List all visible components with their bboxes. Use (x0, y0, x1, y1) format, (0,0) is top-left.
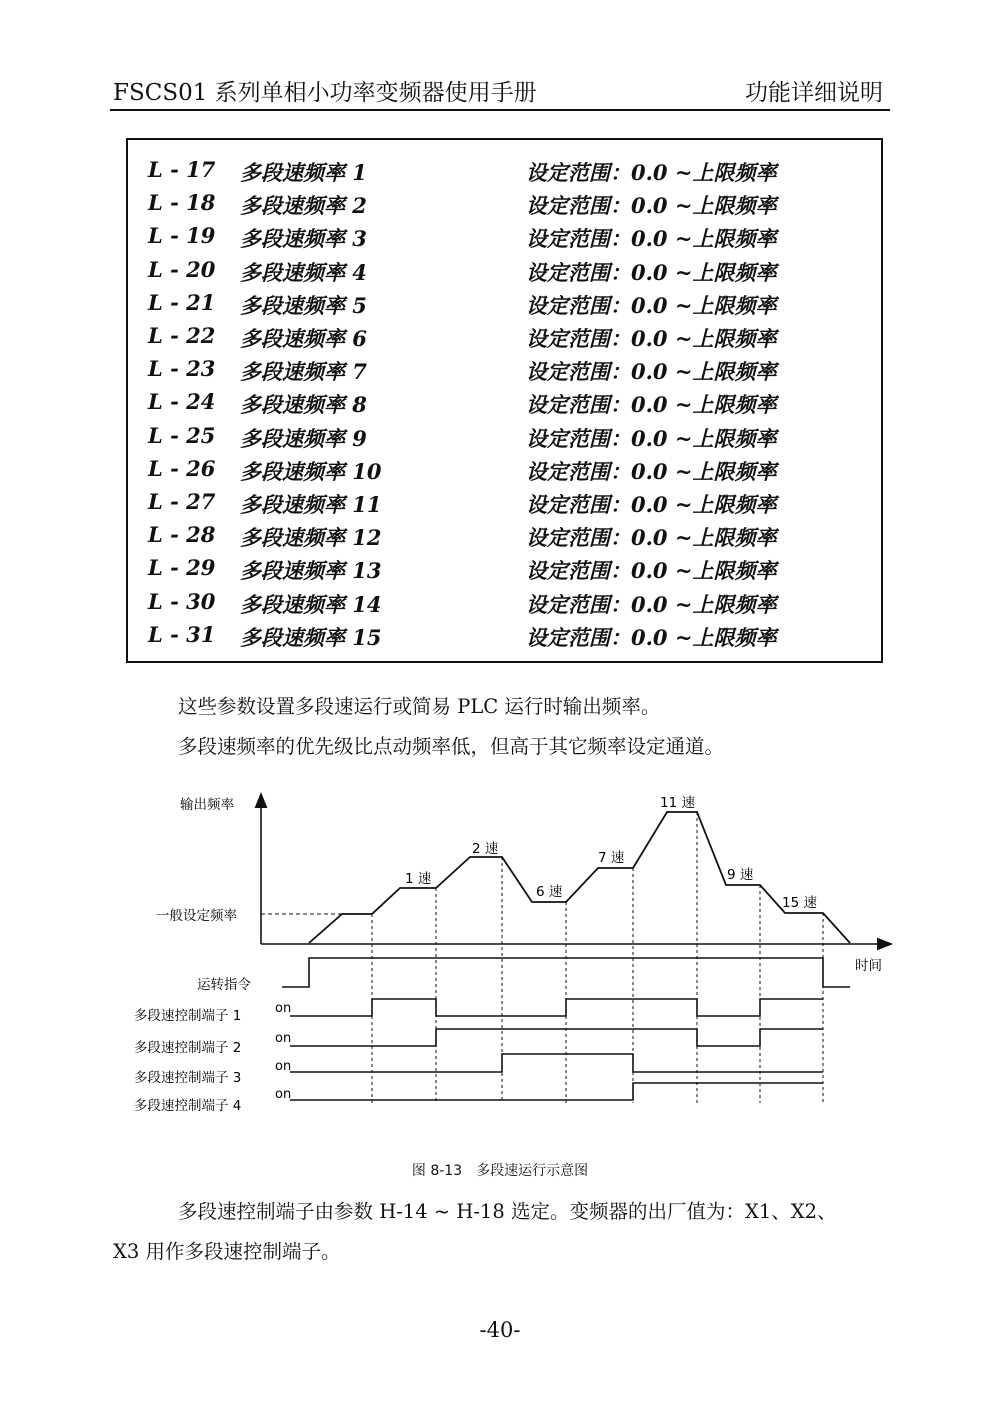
paragraph-2: 多段速频率的优先级比点动频率低，但高于其它频率设定通道。 (178, 735, 725, 758)
speed-label-1: 1 速 (405, 871, 432, 887)
param-name: 多段速频率 7 (240, 359, 367, 385)
speed-label-7: 7 速 (598, 850, 625, 866)
param-row (128, 257, 881, 290)
param-range: 设定范围：0.0 ~上限频率 (526, 193, 777, 219)
terminal-4-signal (290, 1083, 823, 1100)
terminal-3-on: on (275, 1059, 292, 1074)
param-code: L - 17 (148, 157, 216, 182)
param-name: 多段速频率 6 (240, 326, 367, 351)
param-range: 设定范围：0.0 ~上限频率 (526, 492, 777, 517)
param-code: L - 27 (148, 489, 216, 514)
frequency-profile (309, 812, 850, 943)
param-range: 设定范围：0.0 ~上限频率 (526, 458, 777, 484)
param-range: 设定范围：0.0 ~上限频率 (526, 392, 777, 418)
header-section-title: 功能详细说明 (745, 80, 883, 106)
paragraph-3: 多段速控制端子由参数 H-14 ~ H-18 选定。变频器的出厂值为：X1、X2、 (178, 1200, 837, 1223)
param-name: 多段速频率 4 (240, 259, 367, 285)
terminal-2-label: 多段速控制端子 2 (134, 1040, 242, 1056)
param-code: L - 26 (148, 455, 216, 481)
speed-label-9: 9 速 (727, 867, 754, 883)
param-name: 多段速频率 1 (240, 160, 367, 185)
param-range: 设定范围：0.0 ~上限频率 (526, 259, 777, 285)
general-freq-label: 一般设定频率 (156, 908, 237, 924)
terminal-4-on: on (275, 1087, 292, 1102)
param-row (128, 389, 881, 422)
param-row (128, 190, 881, 223)
param-row (128, 323, 881, 356)
paragraph-1: 这些参数设置多段速运行或简易 PLC 运行时输出频率。 (178, 695, 661, 718)
terminal-2-signal (290, 1029, 823, 1046)
param-row (128, 622, 881, 655)
param-row (128, 555, 881, 588)
param-name: 多段速频率 9 (240, 425, 367, 451)
page-number: -40- (479, 1318, 521, 1342)
param-name: 多段速频率 12 (240, 525, 382, 551)
header-manual-title: FSCS01 系列单相小功率变频器使用手册 (113, 80, 537, 106)
multi-speed-diagram (120, 780, 900, 1120)
terminal-1-label: 多段速控制端子 1 (134, 1008, 242, 1024)
param-range: 设定范围：0.0 ~上限频率 (526, 624, 777, 650)
param-range: 设定范围：0.0 ~上限频率 (526, 591, 777, 617)
param-range: 设定范围：0.0 ~上限频率 (526, 558, 777, 584)
param-code: L - 25 (148, 422, 216, 448)
param-code: L - 30 (148, 588, 216, 614)
param-row (128, 290, 881, 323)
param-name: 多段速频率 15 (240, 624, 382, 650)
param-code: L - 20 (148, 256, 216, 282)
terminal-4-label: 多段速控制端子 4 (134, 1098, 242, 1114)
param-name: 多段速频率 8 (240, 392, 367, 418)
param-code: L - 18 (148, 190, 216, 216)
param-code: L - 28 (148, 522, 216, 548)
header-rule (110, 109, 890, 111)
run-cmd-label: 运转指令 (197, 977, 251, 993)
param-code: L - 24 (148, 389, 216, 415)
terminal-3-label: 多段速控制端子 3 (134, 1070, 242, 1086)
param-range: 设定范围：0.0 ~上限频率 (526, 160, 777, 185)
figure-caption: 图 8-13 多段速运行示意图 (411, 1163, 589, 1179)
param-range: 设定范围：0.0 ~上限频率 (526, 226, 777, 252)
speed-label-6: 6 速 (536, 884, 563, 900)
param-row (128, 223, 881, 256)
parameter-table (126, 138, 883, 663)
param-row (128, 589, 881, 622)
terminal-1-signal (290, 999, 823, 1016)
param-code: L - 19 (148, 223, 216, 249)
param-row (128, 423, 881, 456)
speed-label-15: 15 速 (782, 895, 817, 911)
param-name: 多段速频率 13 (240, 558, 382, 584)
param-name: 多段速频率 3 (240, 226, 367, 252)
terminal-2-on: on (275, 1031, 292, 1046)
speed-label-2: 2 速 (472, 841, 499, 857)
param-code: L - 23 (148, 356, 216, 382)
param-row (128, 489, 881, 522)
terminal-3-signal (290, 1054, 823, 1072)
param-code: L - 22 (148, 323, 216, 348)
terminal-1-on: on (275, 1001, 292, 1016)
param-range: 设定范围：0.0 ~上限频率 (526, 326, 777, 351)
param-code: L - 21 (148, 289, 216, 315)
param-row (128, 522, 881, 555)
param-name: 多段速频率 10 (240, 458, 382, 484)
x-axis-label: 时间 (855, 958, 882, 974)
param-name: 多段速频率 11 (240, 492, 382, 517)
param-row (128, 456, 881, 489)
param-range: 设定范围：0.0 ~上限频率 (526, 359, 777, 385)
param-row (128, 157, 881, 190)
param-code: L - 29 (148, 555, 216, 581)
param-row (128, 356, 881, 389)
param-range: 设定范围：0.0 ~上限频率 (526, 292, 777, 318)
param-name: 多段速频率 5 (240, 292, 367, 318)
y-axis-label: 输出频率 (180, 797, 234, 813)
param-range: 设定范围：0.0 ~上限频率 (526, 425, 777, 451)
param-name: 多段速频率 14 (240, 591, 382, 617)
param-range: 设定范围：0.0 ~上限频率 (526, 525, 777, 551)
param-name: 多段速频率 2 (240, 193, 367, 219)
param-code: L - 31 (148, 621, 216, 647)
speed-label-11: 11 速 (660, 795, 695, 811)
paragraph-4: X3 用作多段速控制端子。 (113, 1240, 341, 1263)
